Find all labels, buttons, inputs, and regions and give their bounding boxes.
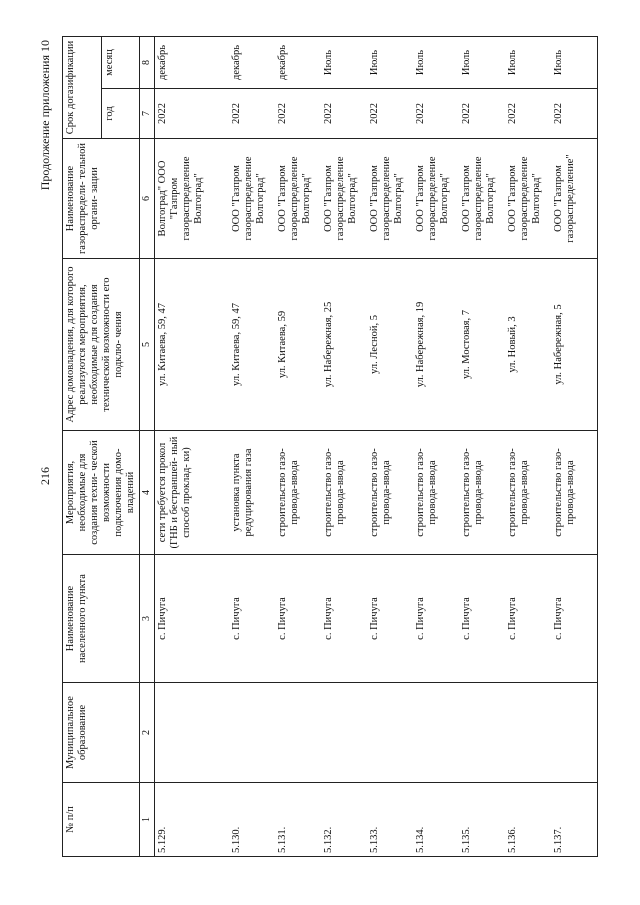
col-index-6: 6 bbox=[140, 139, 155, 259]
row-address: ул. Набережная, 19 bbox=[413, 259, 459, 431]
row-address: ул. Мостовая, 7 bbox=[459, 259, 505, 431]
row-address: ул. Новый, 3 bbox=[505, 259, 551, 431]
row-year: 2022 bbox=[413, 89, 459, 139]
row-measure: строительство газо- провода-ввода bbox=[367, 431, 413, 555]
table-row bbox=[229, 37, 275, 857]
row-num: 5.133. bbox=[367, 783, 413, 857]
row-settlement: с. Пичуга bbox=[155, 555, 230, 683]
row-address: ул. Китаева, 59, 47 bbox=[155, 259, 230, 431]
row-year: 2022 bbox=[155, 89, 230, 139]
header-municipality: Муниципальное образование bbox=[63, 683, 140, 783]
header-year: год bbox=[101, 89, 140, 139]
table-row bbox=[459, 37, 505, 857]
row-address: ул. Лесной, 5 bbox=[367, 259, 413, 431]
row-month: Июль bbox=[367, 37, 413, 89]
row-settlement: с. Пичуга bbox=[459, 555, 505, 683]
row-num: 5.135. bbox=[459, 783, 505, 857]
col-index-2: 2 bbox=[140, 683, 155, 783]
row-municipality bbox=[459, 683, 505, 783]
row-organization: ООО "Газпром газораспределение Волгоград" bbox=[229, 139, 275, 259]
row-year: 2022 bbox=[321, 89, 367, 139]
row-address: ул. Китаева, 59 bbox=[275, 259, 321, 431]
header-num: № п/п bbox=[63, 783, 140, 857]
row-organization: ООО "Газпром газораспределение" bbox=[551, 139, 598, 259]
row-settlement: с. Пичуга bbox=[367, 555, 413, 683]
row-year: 2022 bbox=[367, 89, 413, 139]
row-year: 2022 bbox=[275, 89, 321, 139]
row-municipality bbox=[551, 683, 598, 783]
row-organization: ООО "Газпром газораспределение Волгоград" bbox=[459, 139, 505, 259]
row-address: ул. Набережная, 25 bbox=[321, 259, 367, 431]
table-row bbox=[275, 37, 321, 857]
row-municipality bbox=[367, 683, 413, 783]
row-municipality bbox=[229, 683, 275, 783]
row-month: декабрь bbox=[275, 37, 321, 89]
row-measure: строительство газо- провода-ввода bbox=[551, 431, 598, 555]
row-year: 2022 bbox=[459, 89, 505, 139]
row-measure: строительство газо- провода-ввода bbox=[413, 431, 459, 555]
row-month: декабрь bbox=[229, 37, 275, 89]
table-row bbox=[505, 37, 551, 857]
row-num: 5.130. bbox=[229, 783, 275, 857]
row-measure: строительство газо- провода-ввода bbox=[459, 431, 505, 555]
row-settlement: с. Пичуга bbox=[413, 555, 459, 683]
row-num: 5.136. bbox=[505, 783, 551, 857]
row-month: Июль bbox=[413, 37, 459, 89]
row-year: 2022 bbox=[229, 89, 275, 139]
table-row bbox=[155, 37, 230, 857]
row-measure: сети требуется прокол (ГНБ и бестраншей- ный способ проклад- ки) bbox=[155, 431, 230, 555]
row-num: 5.137. bbox=[551, 783, 598, 857]
row-organization: ООО "Газпром газораспределение Волгоград" bbox=[505, 139, 551, 259]
col-index-5: 5 bbox=[140, 259, 155, 431]
table-row bbox=[551, 37, 598, 857]
col-index-1: 1 bbox=[140, 783, 155, 857]
col-index-4: 4 bbox=[140, 431, 155, 555]
row-measure: строительство газо- провода-ввода bbox=[505, 431, 551, 555]
row-measure: установка пункта редуцирования газа bbox=[229, 431, 275, 555]
row-settlement: с. Пичуга bbox=[229, 555, 275, 683]
header-measures: Мероприятия, необходимые для создания техни- ческой возможности подключения домо- владений bbox=[63, 431, 140, 555]
row-municipality bbox=[155, 683, 230, 783]
appendix-continuation-header: Продолжение приложения 10 bbox=[38, 40, 52, 191]
row-municipality bbox=[275, 683, 321, 783]
row-address: ул. Китаева, 59, 47 bbox=[229, 259, 275, 431]
row-month: Июль bbox=[459, 37, 505, 89]
col-index-3: 3 bbox=[140, 555, 155, 683]
row-organization: ООО "Газпром газораспределение Волгоград" bbox=[367, 139, 413, 259]
header-settlement: Наименование населенного пункта bbox=[63, 555, 140, 683]
header-address: Адрес домовладения, для которого реализуются мероприятия, необходимые для создания технической возможности его подклю- чения bbox=[63, 259, 140, 431]
row-settlement: с. Пичуга bbox=[505, 555, 551, 683]
table-row bbox=[367, 37, 413, 857]
header-term: Срок догазификации bbox=[63, 37, 102, 139]
row-month: декабрь bbox=[155, 37, 230, 89]
row-month: Июль bbox=[321, 37, 367, 89]
row-month: Июль bbox=[505, 37, 551, 89]
row-organization: ООО "Газпром газораспределение Волгоград" bbox=[275, 139, 321, 259]
row-organization: ООО "Газпром газораспределение Волгоград" bbox=[321, 139, 367, 259]
table-row bbox=[413, 37, 459, 857]
row-measure: строительство газо- провода-ввода bbox=[321, 431, 367, 555]
row-num: 5.134. bbox=[413, 783, 459, 857]
row-address: ул. Набережная, 5 bbox=[551, 259, 598, 431]
row-num: 5.132. bbox=[321, 783, 367, 857]
row-organization: Волгоград" ООО "Газпром газораспределение Волгоград" bbox=[155, 139, 230, 259]
row-municipality bbox=[321, 683, 367, 783]
header-organization: Наименование газораспредели- тельной органи- зации bbox=[63, 139, 140, 259]
row-measure: строительство газо- провода-ввода bbox=[275, 431, 321, 555]
row-month: Июль bbox=[551, 37, 598, 89]
row-settlement: с. Пичуга bbox=[551, 555, 598, 683]
row-organization: ООО "Газпром газораспределение Волгоград" bbox=[413, 139, 459, 259]
table-row bbox=[321, 37, 367, 857]
row-year: 2022 bbox=[505, 89, 551, 139]
row-settlement: с. Пичуга bbox=[321, 555, 367, 683]
col-index-8: 8 bbox=[140, 37, 155, 89]
header-month: месяц bbox=[101, 37, 140, 89]
row-year: 2022 bbox=[551, 89, 598, 139]
row-municipality bbox=[505, 683, 551, 783]
row-num: 5.129. bbox=[155, 783, 230, 857]
row-settlement: с. Пичуга bbox=[275, 555, 321, 683]
row-num: 5.131. bbox=[275, 783, 321, 857]
gasification-table bbox=[62, 36, 598, 857]
col-index-7: 7 bbox=[140, 89, 155, 139]
row-municipality bbox=[413, 683, 459, 783]
page-number: 216 bbox=[38, 467, 52, 485]
